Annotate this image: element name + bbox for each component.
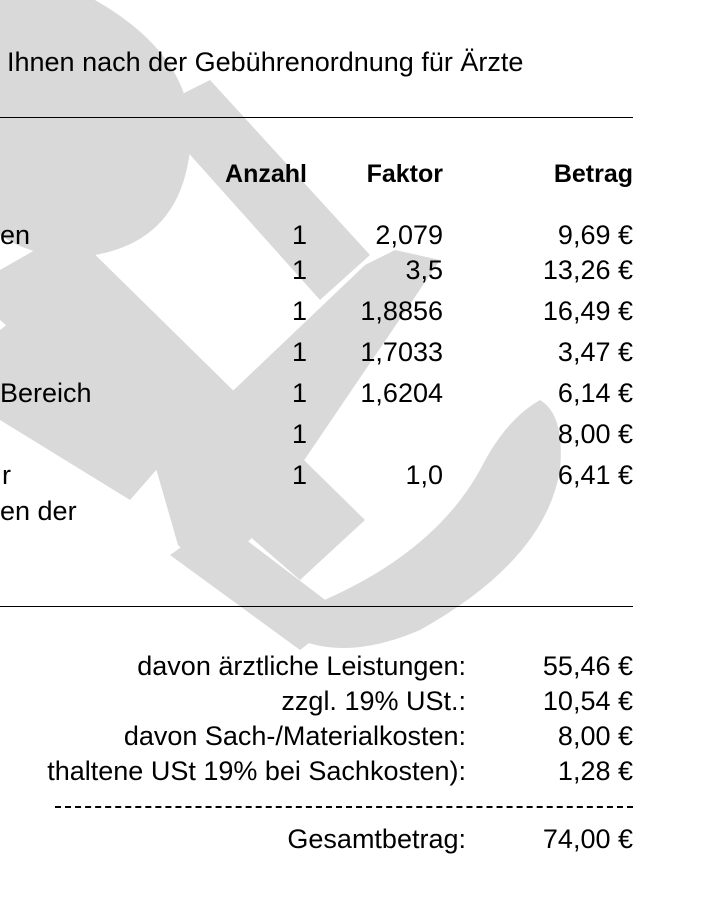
summary-label: zzgl. 19% USt.: — [281, 686, 466, 716]
total-label: Gesamtbetrag: — [287, 824, 466, 854]
summary-value: 55,46 € — [542, 651, 633, 681]
summary-label: davon Sach-/Materialkosten: — [123, 721, 466, 751]
row-betrag: 6,14 € — [557, 378, 633, 408]
summary-value: 8,00 € — [557, 721, 633, 751]
row-betrag: 13,26 € — [542, 255, 633, 285]
column-header-betrag: Betrag — [553, 160, 633, 188]
row-faktor: 1,0 — [405, 460, 443, 490]
row-anzahl: 1 — [291, 255, 307, 285]
summary-label: thaltene USt 19% bei Sachkosten): — [47, 756, 466, 786]
row-anzahl: 1 — [291, 419, 307, 449]
row-betrag: 6,41 € — [557, 460, 633, 490]
row-anzahl: 1 — [291, 296, 307, 326]
summary-value: 1,28 € — [557, 756, 633, 786]
row-betrag: 8,00 € — [557, 419, 633, 449]
row-anzahl: 1 — [291, 337, 307, 367]
column-header-faktor: Faktor — [366, 160, 443, 188]
row-description: r — [2, 460, 11, 490]
row-betrag: 3,47 € — [557, 337, 633, 367]
row-betrag: 9,69 € — [557, 220, 633, 250]
top-rule — [0, 117, 633, 118]
bottom-rule — [0, 606, 633, 607]
summary-value: 10,54 € — [542, 686, 633, 716]
dashed-separator — [55, 806, 633, 808]
row-anzahl: 1 — [291, 460, 307, 490]
row-betrag: 16,49 € — [542, 296, 633, 326]
column-header-anzahl: Anzahl — [225, 160, 307, 188]
row-anzahl: 1 — [291, 378, 307, 408]
row-faktor: 3,5 — [405, 255, 443, 285]
summary-label: davon ärztliche Leistungen: — [137, 651, 466, 681]
intro-text: Ihnen nach der Gebührenordnung für Ärzte — [7, 47, 524, 77]
row-faktor: 1,6204 — [360, 378, 443, 408]
row-description-line2: en der — [0, 496, 77, 526]
row-description: en — [0, 220, 31, 250]
row-faktor: 2,079 — [375, 220, 443, 250]
row-anzahl: 1 — [291, 220, 307, 250]
row-faktor: 1,7033 — [360, 337, 443, 367]
row-faktor: 1,8856 — [360, 296, 443, 326]
total-value: 74,00 € — [542, 824, 633, 854]
row-description: Bereich — [0, 378, 92, 408]
